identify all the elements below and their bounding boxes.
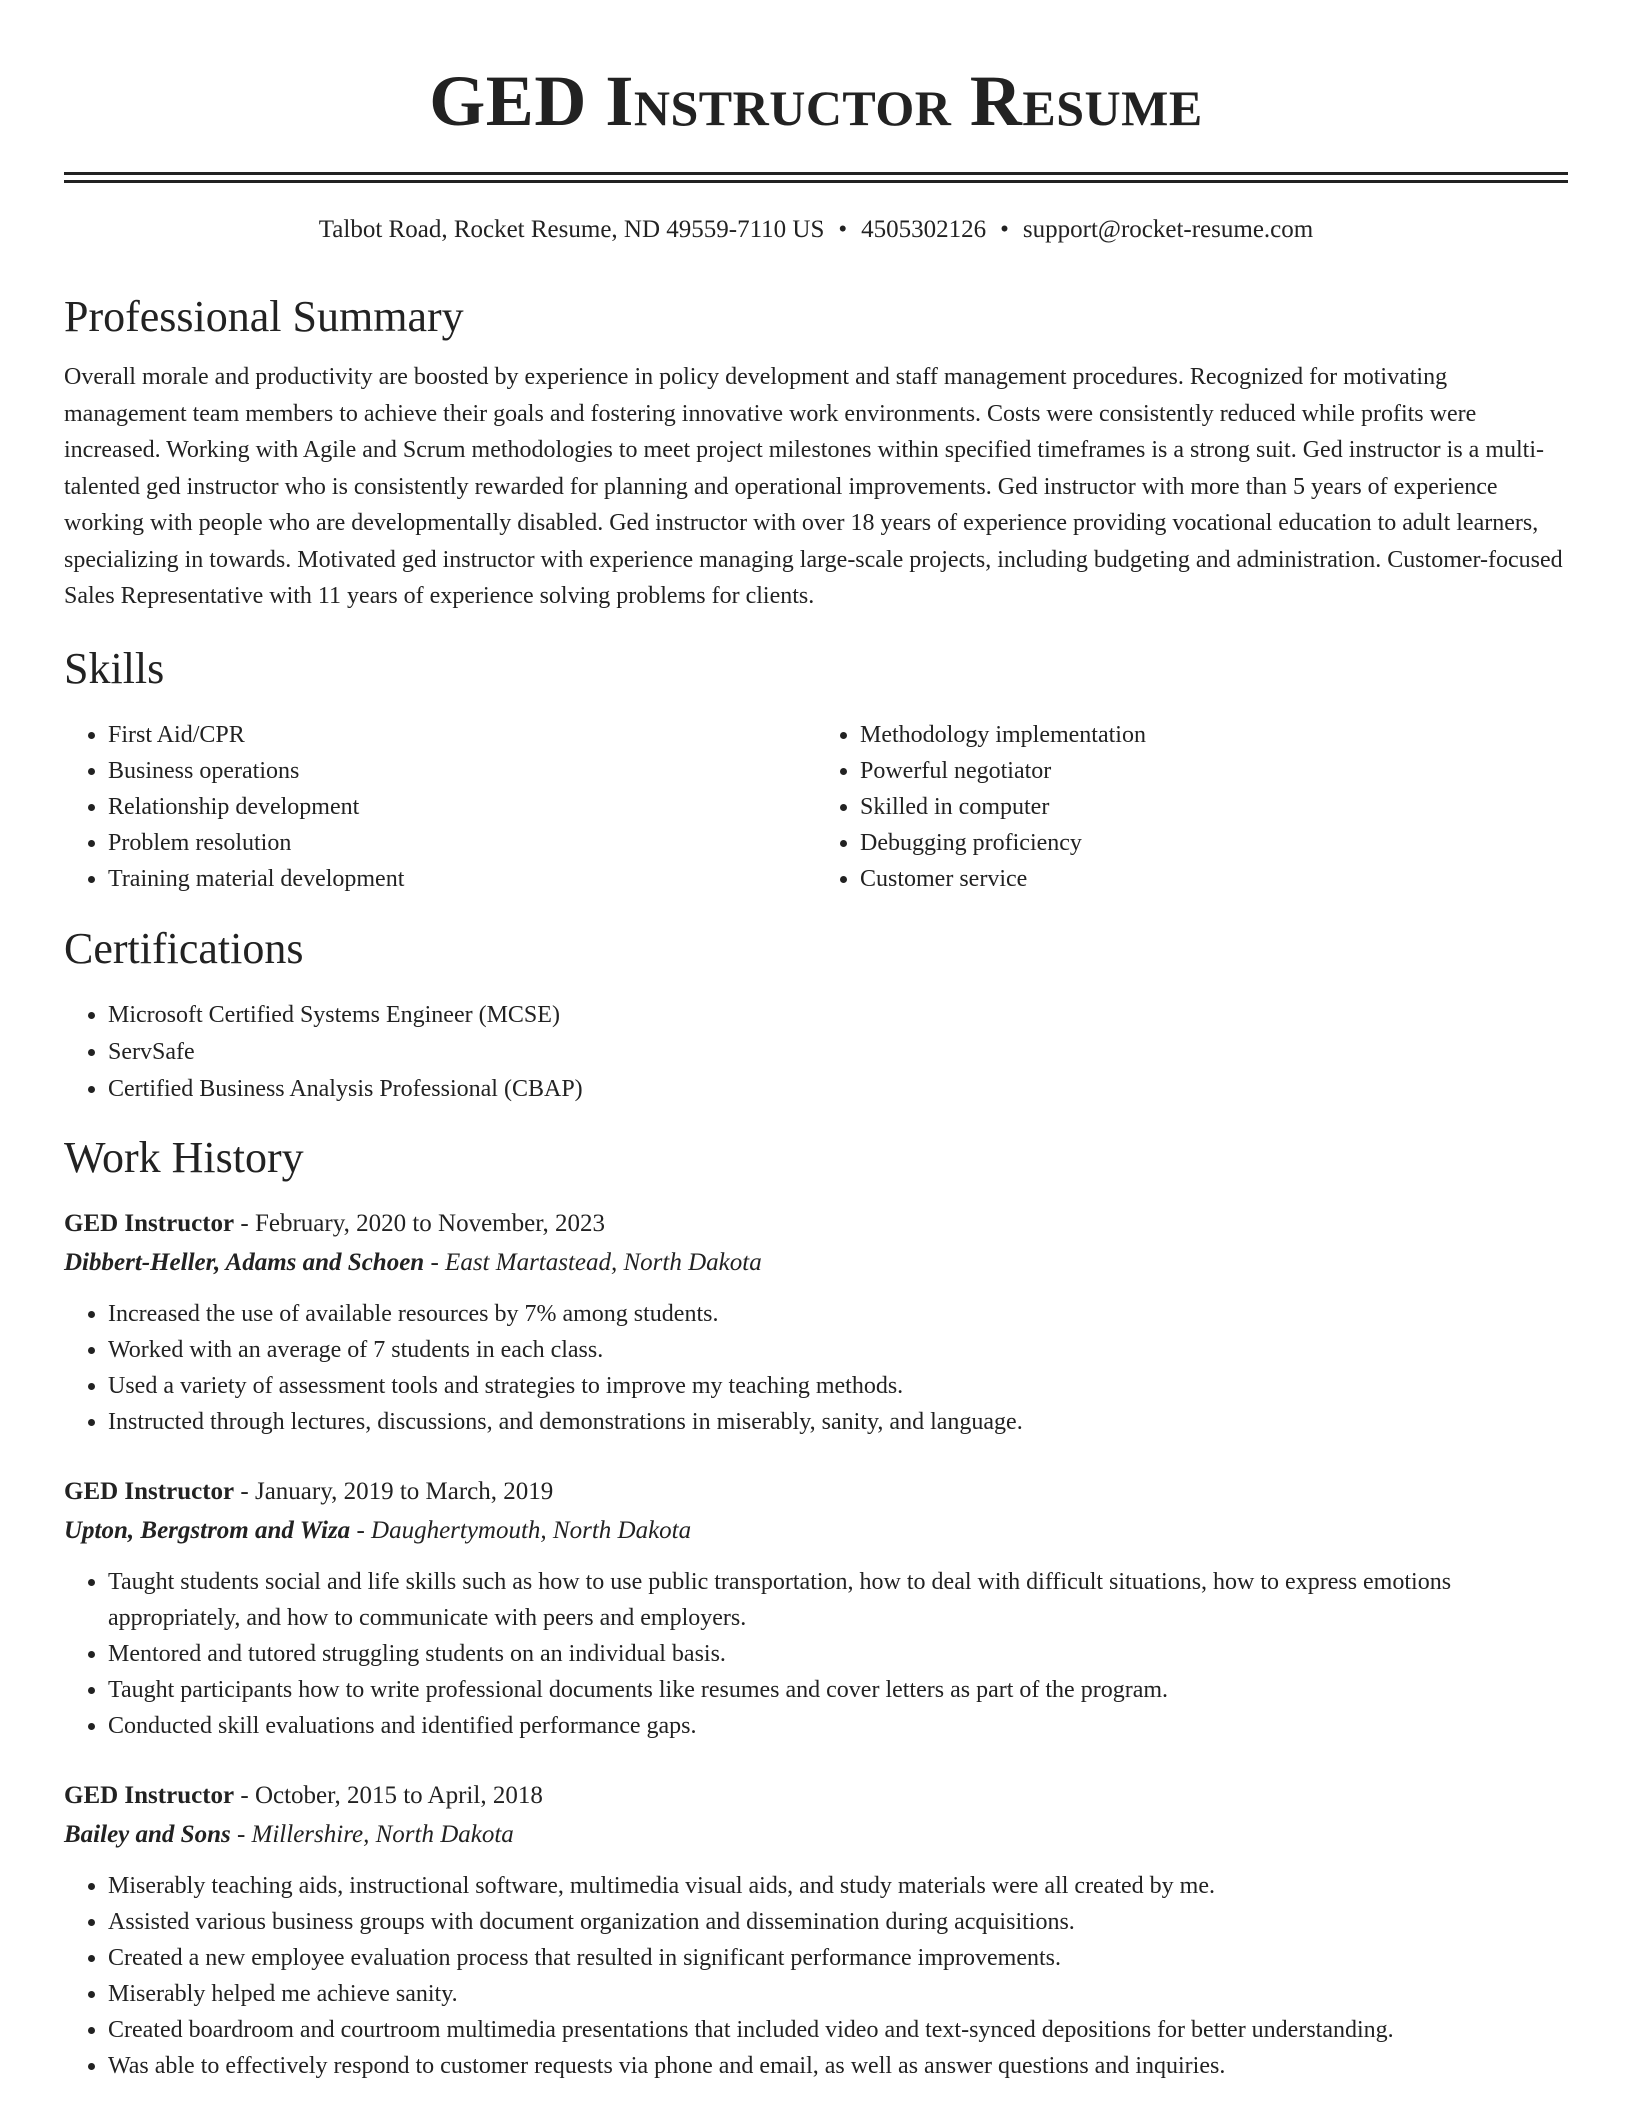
job-company-line: [64, 1815, 1568, 1854]
certification-item: • Certified Business Analysis Professional (CBAP): [108, 1071, 1568, 1108]
skill-item: • First Aid/CPR: [108, 717, 816, 753]
skill-item: • Training material development: [108, 861, 816, 897]
job-location: - Daughertymouth, North Dakota: [350, 1516, 692, 1544]
job-bullet: • Taught participants how to write professional documents like resumes and cover letters as part of the program.: [108, 1672, 1568, 1708]
certification-item: • ServSafe: [108, 1034, 1568, 1071]
job-title-line: [64, 1776, 1568, 1815]
job-bullet: • Mentored and tutored struggling students on an individual basis.: [108, 1636, 1568, 1672]
job-bullets: [64, 1564, 1568, 1744]
job-title-line: [64, 1472, 1568, 1511]
job-bullets: [64, 1868, 1568, 2084]
job-bullet: • Taught students social and life skills such as how to use public transportation, how to deal with difficult situations, how to express emotions appropriately, and how to communicate with peers and employers.: [108, 1564, 1568, 1636]
job-bullet: • Created boardroom and courtroom multimedia presentations that included video and text-synced depositions for better understanding.: [108, 2012, 1568, 2048]
skills-list-left: [64, 717, 816, 897]
job-bullet: • Increased the use of available resources by 7% among students.: [108, 1296, 1568, 1332]
skill-item: • Problem resolution: [108, 825, 816, 861]
job-entry: [64, 1472, 1568, 1744]
skills-heading: Skills: [64, 643, 165, 693]
summary-heading: Professional Summary: [64, 292, 464, 341]
job-company: Bailey and Sons: [64, 1820, 231, 1848]
skill-item: • Skilled in computer: [860, 789, 1568, 825]
job-bullet: • Used a variety of assessment tools and strategies to improve my teaching methods.: [108, 1368, 1568, 1404]
skills-list-right: [816, 717, 1568, 897]
job-dates: - October, 2015 to April, 2018: [234, 1781, 543, 1809]
job-location: - Millershire, North Dakota: [230, 1820, 514, 1848]
skills-columns: [64, 717, 1568, 897]
job-bullet: • Was able to effectively respond to customer requests via phone and email, as well as answer questions and inquiries.: [108, 2048, 1568, 2084]
summary-text: Overall morale and productivity are boosted by experience in policy development and staff management procedures. Recognized for motivating management team members to achieve their goals and fostering innovative work environments. Costs were consistently reduced while profits were increased. Working with Agile and Scrum methodologies to meet project milestones within specified timeframes is a strong suit. Ged instructor is a multi-talented ged instructor who is consistently rewarded for planning and operational improvements. Ged instructor with more than 5 years of experience working with people who are developmentally disabled. Ged instructor with over 18 years of experience providing vocational education to adult learners, specializing in towards. Motivated ged instructor with experience managing large-scale projects, including budgeting and administration. Customer-focused Sales Representative with 11 years of experience solving problems for clients.: [64, 364, 1563, 609]
contact-email: support@rocket-resume.com: [1022, 216, 1314, 243]
skill-item: • Customer service: [860, 861, 1568, 897]
skill-item: • Relationship development: [108, 789, 816, 825]
skill-item: • Debugging proficiency: [860, 825, 1568, 861]
title-double-rule: [64, 172, 1568, 183]
job-bullet: • Miserably teaching aids, instructional software, multimedia visual aids, and study materials were all created by me.: [108, 1868, 1568, 1904]
job-title: GED Instructor: [64, 1477, 235, 1505]
skill-item: • Methodology implementation: [860, 717, 1568, 753]
certification-item: • Microsoft Certified Systems Engineer (MCSE): [108, 997, 1568, 1034]
skill-item: • Business operations: [108, 753, 816, 789]
job-bullet: • Worked with an average of 7 students in each class.: [108, 1332, 1568, 1368]
contact-line: [64, 213, 1568, 247]
job-bullet: • Conducted skill evaluations and identified performance gaps.: [108, 1708, 1568, 1744]
job-entry: [64, 1776, 1568, 2084]
contact-separator: •: [838, 216, 848, 243]
job-company-line: [64, 1243, 1568, 1282]
job-bullets: [64, 1296, 1568, 1440]
job-company-line: [64, 1511, 1568, 1550]
job-dates: - February, 2020 to November, 2023: [234, 1209, 606, 1237]
job-dates: - January, 2019 to March, 2019: [234, 1477, 554, 1505]
contact-separator: •: [1000, 216, 1009, 243]
job-entry: [64, 1204, 1568, 1440]
job-company: Dibbert-Heller, Adams and Schoen: [64, 1248, 425, 1276]
job-title: GED Instructor: [64, 1209, 235, 1237]
work-history-heading: Work History: [64, 1132, 304, 1182]
job-company: Upton, Bergstrom and Wiza: [64, 1516, 351, 1544]
certifications-list: [64, 997, 1568, 1108]
job-bullet: • Miserably helped me achieve sanity.: [108, 1976, 1568, 2012]
skill-item: • Powerful negotiator: [860, 753, 1568, 789]
job-bullet: • Created a new employee evaluation process that resulted in significant performance improvements.: [108, 1940, 1568, 1976]
job-location: - East Martastead, North Dakota: [424, 1248, 762, 1276]
job-bullet: • Assisted various business groups with document organization and dissemination during acquisitions.: [108, 1904, 1568, 1940]
certifications-heading: Certifications: [64, 923, 304, 973]
resume-title: GED Instructor Resume: [429, 61, 1203, 141]
job-title-line: [64, 1204, 1568, 1243]
job-title: GED Instructor: [64, 1781, 235, 1809]
contact-address: Talbot Road, Rocket Resume, ND 49559-7110 US: [318, 216, 825, 243]
contact-phone: 4505302126: [861, 216, 987, 243]
job-bullet: • Instructed through lectures, discussions, and demonstrations in miserably, sanity, and language.: [108, 1404, 1568, 1440]
